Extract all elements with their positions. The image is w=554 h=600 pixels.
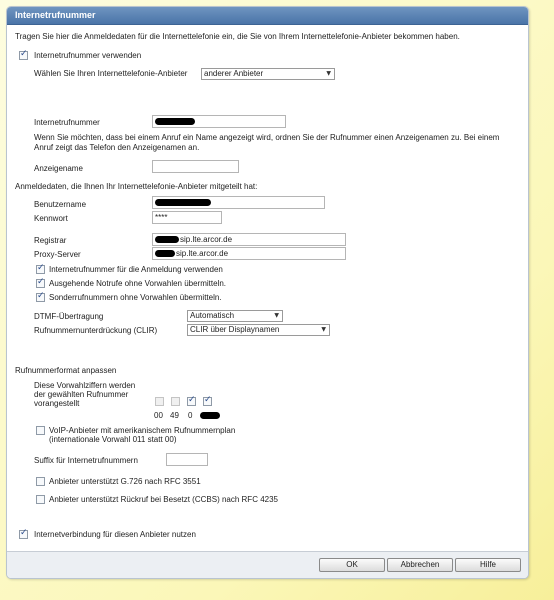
chevron-down-icon: ▼ xyxy=(326,70,331,77)
proxy-value: sip.lte.arcor.de xyxy=(176,249,229,258)
emergency-label: Ausgehende Notrufe ohne Vorwahlen übermitteln. xyxy=(49,279,227,288)
prefix-label-1: Diese Vorwahlziffern werden xyxy=(34,381,136,390)
suffix-label: Suffix für Internetrufnummern xyxy=(34,456,138,465)
prefix-digit: 0 xyxy=(188,411,193,420)
dtmf-select-value: Automatisch xyxy=(190,311,235,320)
internet-connection-label: Internetverbindung für diesen Anbieter nutzen xyxy=(34,530,196,539)
prefix-area-code-checkbox[interactable] xyxy=(203,397,212,406)
intro-text: Tragen Sie hier die Anmeldedaten für die Internettelefonie ein, die Sie von Ihrem Internettelefonie-Anbieter bekommen haben. xyxy=(15,32,460,41)
display-name-label: Anzeigename xyxy=(34,164,83,173)
number-field[interactable] xyxy=(152,115,286,128)
registrar-value: sip.lte.arcor.de xyxy=(180,235,233,244)
number-label: Internetrufnummer xyxy=(34,118,100,127)
prefix-49-checkbox[interactable] xyxy=(171,397,180,406)
provider-select-value: anderer Anbieter xyxy=(204,69,264,78)
internet-connection-checkbox[interactable] xyxy=(19,530,28,539)
suffix-field[interactable] xyxy=(166,453,208,466)
prefix-label-3: vorangestellt xyxy=(34,399,80,408)
redacted-mark xyxy=(155,199,211,206)
redacted-mark xyxy=(200,411,221,420)
prefix-00-checkbox[interactable] xyxy=(155,397,164,406)
display-hint: Wenn Sie möchten, dass bei einem Anruf ein Name angezeigt wird, ordnen Sie der Rufnummer einen Anzeigenamen zu. Bei einem Anruf zeigt das Telefon den Anzeigenamen an. xyxy=(34,133,500,152)
emergency-checkbox[interactable] xyxy=(36,279,45,288)
dialog-title: Internetrufnummer xyxy=(7,7,528,25)
password-field[interactable]: **** xyxy=(152,211,222,224)
proxy-label: Proxy-Server xyxy=(34,250,81,259)
redacted-mark xyxy=(155,250,175,257)
dtmf-label: DTMF-Übertragung xyxy=(34,312,104,321)
prefix-digit: 00 xyxy=(154,411,163,420)
provider-label: Wählen Sie Ihren Internettelefonie-Anbieter xyxy=(34,69,188,78)
cancel-button[interactable]: Abbrechen xyxy=(387,558,453,572)
register-number-checkbox[interactable] xyxy=(36,265,45,274)
special-numbers-checkbox[interactable] xyxy=(36,293,45,302)
dialog-panel xyxy=(6,6,529,579)
clir-select-value: CLIR über Displaynamen xyxy=(190,325,280,334)
clir-select[interactable] xyxy=(187,324,330,336)
button-bar xyxy=(7,551,528,578)
redacted-mark xyxy=(155,118,195,125)
special-numbers-label: Sonderrufnummern ohne Vorwahlen übermitteln. xyxy=(49,293,222,302)
dtmf-select[interactable] xyxy=(187,310,283,322)
voip-us-checkbox[interactable] xyxy=(36,426,45,435)
username-field[interactable] xyxy=(152,196,325,209)
prefix-digit: 49 xyxy=(170,411,179,420)
credentials-heading: Anmeldedaten, die Ihnen Ihr Internettelefonie-Anbieter mitgeteilt hat: xyxy=(15,182,258,191)
chevron-down-icon: ▼ xyxy=(321,326,326,333)
g726-label: Anbieter unterstützt G.726 nach RFC 3551 xyxy=(49,477,201,486)
redacted-mark xyxy=(155,236,179,243)
prefix-0-checkbox[interactable] xyxy=(187,397,196,406)
use-number-label: Internetrufnummer verwenden xyxy=(34,51,142,60)
ok-button[interactable]: OK xyxy=(319,558,385,572)
g726-checkbox[interactable] xyxy=(36,477,45,486)
register-number-label: Internetrufnummer für die Anmeldung verwenden xyxy=(49,265,223,274)
prefix-label-2: der gewählten Rufnummer xyxy=(34,390,129,399)
ccbs-checkbox[interactable] xyxy=(36,495,45,504)
registrar-label: Registrar xyxy=(34,236,67,245)
proxy-field[interactable] xyxy=(152,247,346,260)
password-label: Kennwort xyxy=(34,214,68,223)
voip-us-label-2: (internationale Vorwahl 011 statt 00) xyxy=(49,435,177,444)
voip-us-label-1: VoIP-Anbieter mit amerikanischem Rufnummernplan xyxy=(49,426,236,435)
registrar-field[interactable] xyxy=(152,233,346,246)
help-button[interactable]: Hilfe xyxy=(455,558,521,572)
use-number-checkbox[interactable] xyxy=(19,51,28,60)
username-label: Benutzername xyxy=(34,200,87,209)
clir-label: Rufnummernunterdrückung (CLIR) xyxy=(34,326,158,335)
provider-select[interactable] xyxy=(201,68,335,80)
display-name-field[interactable] xyxy=(152,160,239,173)
format-heading: Rufnummerformat anpassen xyxy=(15,366,117,375)
ccbs-label: Anbieter unterstützt Rückruf bei Besetzt (CCBS) nach RFC 4235 xyxy=(49,495,278,504)
chevron-down-icon: ▼ xyxy=(274,312,279,319)
